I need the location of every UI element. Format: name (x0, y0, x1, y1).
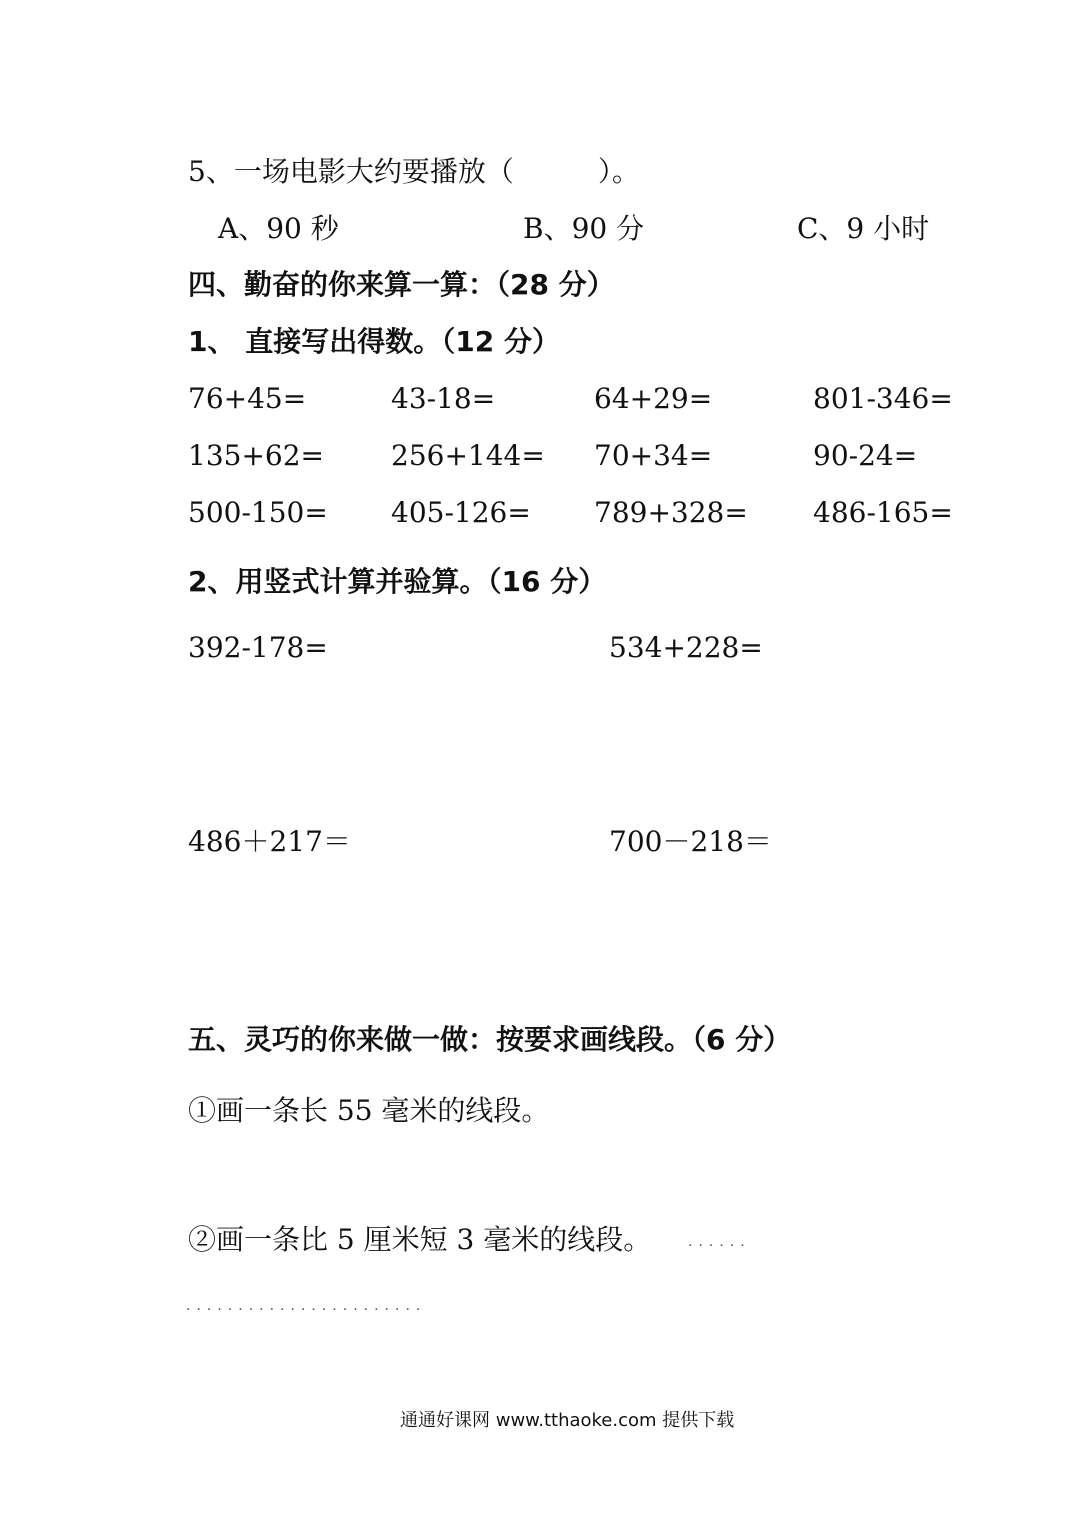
drawing-task-1: ①画一条长 55 毫米的线段。 (188, 1094, 550, 1127)
calc-item: 500-150= (188, 496, 328, 529)
question-5-option-c: C、9 小时 (797, 212, 930, 245)
section-4-part-1-title: 1、 直接写出得数。（12 分） (188, 325, 560, 358)
section-4-title: 四、勤奋的你来算一算：（28 分） (188, 268, 615, 301)
calc-item: 76+45= (188, 382, 307, 415)
question-5-option-a: A、90 秒 (218, 212, 339, 245)
question-5-option-b: B、90 分 (523, 212, 645, 245)
calc-item: 43-18= (391, 382, 496, 415)
footer-credit: 通通好课网 www.tthaoke.com 提供下载 (400, 1410, 735, 1431)
calc-item: 801-346= (813, 382, 953, 415)
question-5-stem: 5、一场电影大约要播放（ ）。 (188, 155, 640, 188)
vertical-calc-problem: 392-178= (188, 631, 328, 664)
calc-item: 64+29= (594, 382, 713, 415)
calc-item: 405-126= (391, 496, 531, 529)
vertical-calc-problem: 700－218＝ (609, 825, 772, 858)
calc-item: 486-165= (813, 496, 953, 529)
vertical-calc-problem: 486＋217＝ (188, 825, 351, 858)
calc-item: 135+62= (188, 439, 324, 472)
vertical-calc-problem: 534+228= (609, 631, 763, 664)
calc-item: 70+34= (594, 439, 713, 472)
calc-item: 90-24= (813, 439, 918, 472)
calc-item: 256+144= (391, 439, 545, 472)
section-4-part-2-title: 2、用竖式计算并验算。（16 分） (188, 565, 607, 598)
calc-item: 789+328= (594, 496, 748, 529)
drawing-task-2: ②画一条比 5 厘米短 3 毫米的线段。 (188, 1223, 652, 1256)
dotted-mark: ······ (688, 1238, 751, 1254)
dotted-mark: ······················· (186, 1302, 427, 1318)
section-5-title: 五、灵巧的你来做一做：按要求画线段。（6 分） (188, 1023, 792, 1056)
